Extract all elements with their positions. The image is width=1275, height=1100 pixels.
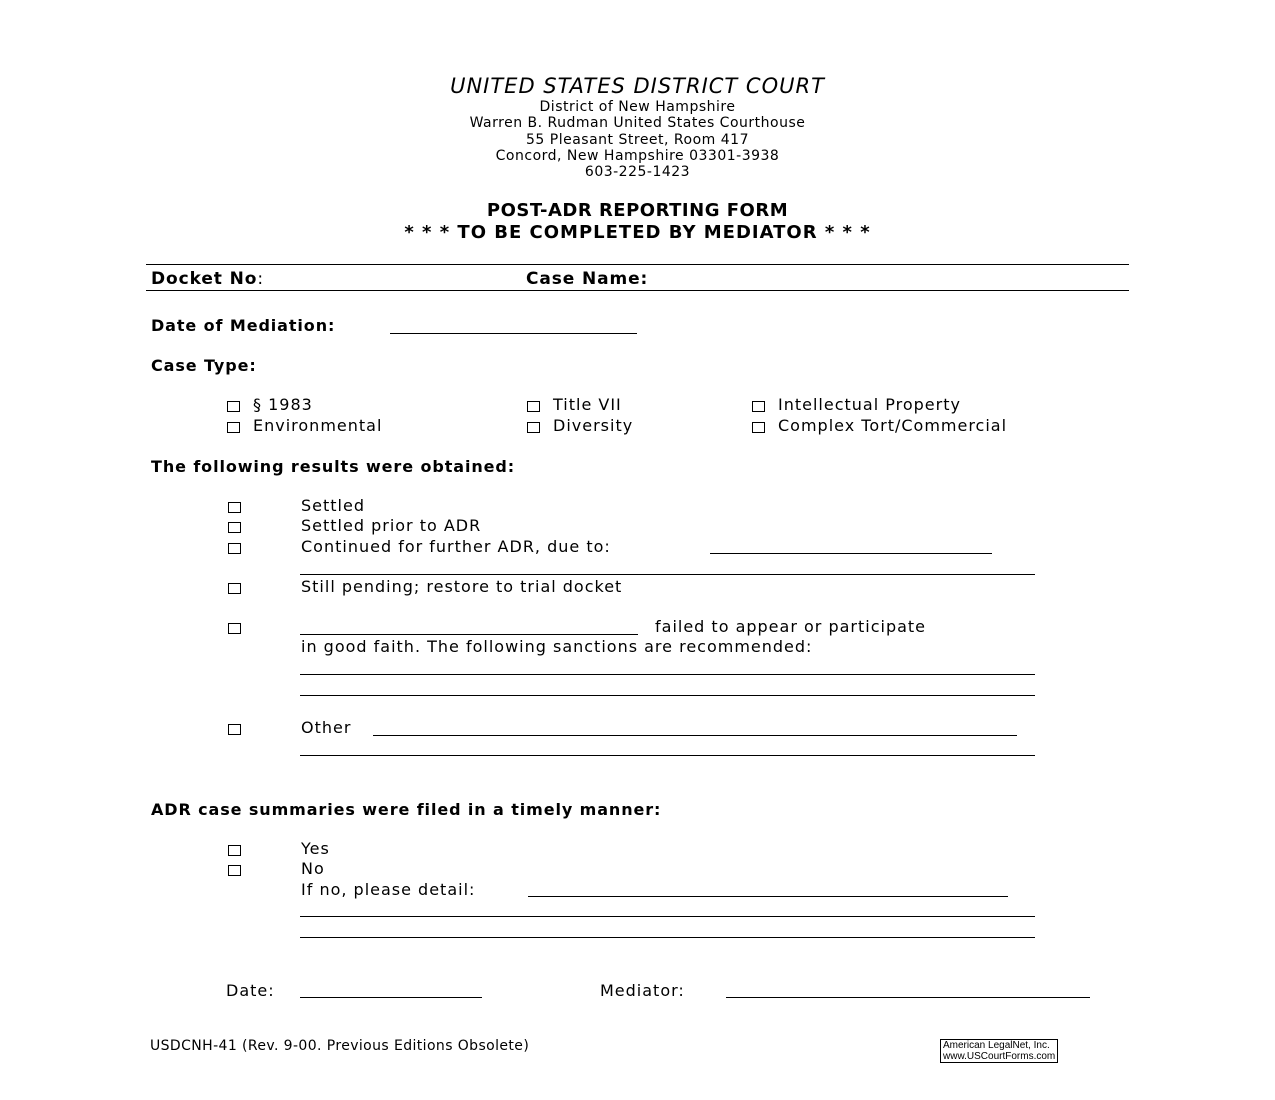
district-name: District of New Hampshire (539, 99, 736, 115)
failed-party-field[interactable] (300, 634, 638, 635)
top-rule (146, 264, 1129, 265)
sanctions-text: in good faith. The following sanctions are recommended: (301, 637, 813, 656)
form-subtitle: * * * TO BE COMPLETED BY MEDIATOR * * * (404, 222, 871, 243)
result-still-pending: Still pending; restore to trial docket (301, 577, 623, 596)
detail-label: If no, please detail: (301, 880, 476, 899)
mediator-label: Mediator: (600, 981, 685, 1000)
checkbox-failed-to-appear[interactable] (228, 623, 241, 634)
detail-line-3[interactable] (300, 937, 1035, 938)
checkbox-yes[interactable] (228, 845, 241, 856)
checkbox-title-vii[interactable] (527, 401, 540, 412)
publisher-stamp (940, 1039, 1058, 1063)
option-complex-tort: Complex Tort/Commercial (778, 416, 1008, 435)
other-field[interactable] (373, 735, 1017, 736)
checkbox-intellectual-property[interactable] (752, 401, 765, 412)
option-title-vii: Title VII (553, 395, 622, 414)
sanctions-line-2[interactable] (300, 695, 1035, 696)
checkbox-settled[interactable] (228, 502, 241, 513)
continued-reason-line-2[interactable] (300, 574, 1035, 575)
option-diversity: Diversity (553, 416, 634, 435)
case-type-label: Case Type: (151, 356, 257, 375)
publisher-url: www.USCourtForms.com (943, 1051, 1056, 1062)
date-of-mediation-label: Date of Mediation: (151, 316, 336, 335)
summaries-no: No (301, 859, 325, 878)
bottom-rule (146, 290, 1129, 291)
case-name-label: Case Name: (526, 269, 649, 289)
checkbox-continued[interactable] (228, 543, 241, 554)
option-1983: § 1983 (253, 395, 313, 414)
continued-reason-field[interactable] (710, 553, 992, 554)
sanctions-line-1[interactable] (300, 674, 1035, 675)
mediator-field[interactable] (726, 997, 1090, 998)
checkbox-no[interactable] (228, 865, 241, 876)
summaries-yes: Yes (301, 839, 330, 858)
checkbox-diversity[interactable] (527, 422, 540, 433)
detail-line-2[interactable] (300, 916, 1035, 917)
checkbox-environmental[interactable] (227, 422, 240, 433)
result-failed-to-appear: failed to appear or participate (655, 617, 927, 636)
checkbox-still-pending[interactable] (228, 583, 241, 594)
date-field[interactable] (300, 997, 482, 998)
checkbox-1983[interactable] (227, 401, 240, 412)
result-continued: Continued for further ADR, due to: (301, 537, 611, 556)
docket-label: Docket No: (151, 269, 264, 289)
option-intellectual-property: Intellectual Property (778, 395, 961, 414)
publisher-name: American LegalNet, Inc. (943, 1040, 1050, 1051)
detail-field[interactable] (528, 896, 1008, 897)
result-other: Other (301, 718, 352, 737)
street-address: 55 Pleasant Street, Room 417 (526, 132, 749, 148)
checkbox-other[interactable] (228, 724, 241, 735)
date-of-mediation-field[interactable] (390, 333, 637, 334)
other-line-2[interactable] (300, 755, 1035, 756)
form-id: USDCNH-41 (Rev. 9-00. Previous Editions Obsolete) (150, 1038, 530, 1054)
result-settled: Settled (301, 496, 365, 515)
date-label: Date: (226, 981, 275, 1000)
results-label: The following results were obtained: (151, 457, 516, 476)
checkbox-settled-prior[interactable] (228, 522, 241, 533)
phone-number: 603-225-1423 (584, 164, 691, 180)
form-title: POST-ADR REPORTING FORM (486, 200, 789, 221)
checkbox-complex-tort[interactable] (752, 422, 765, 433)
result-settled-prior: Settled prior to ADR (301, 516, 482, 535)
summaries-label: ADR case summaries were filed in a timely manner: (151, 800, 662, 819)
option-environmental: Environmental (253, 416, 383, 435)
city-address: Concord, New Hampshire 03301-3938 (495, 148, 780, 164)
courthouse-name: Warren B. Rudman United States Courthouse (469, 115, 806, 131)
court-name: UNITED STATES DISTRICT COURT (450, 74, 825, 98)
